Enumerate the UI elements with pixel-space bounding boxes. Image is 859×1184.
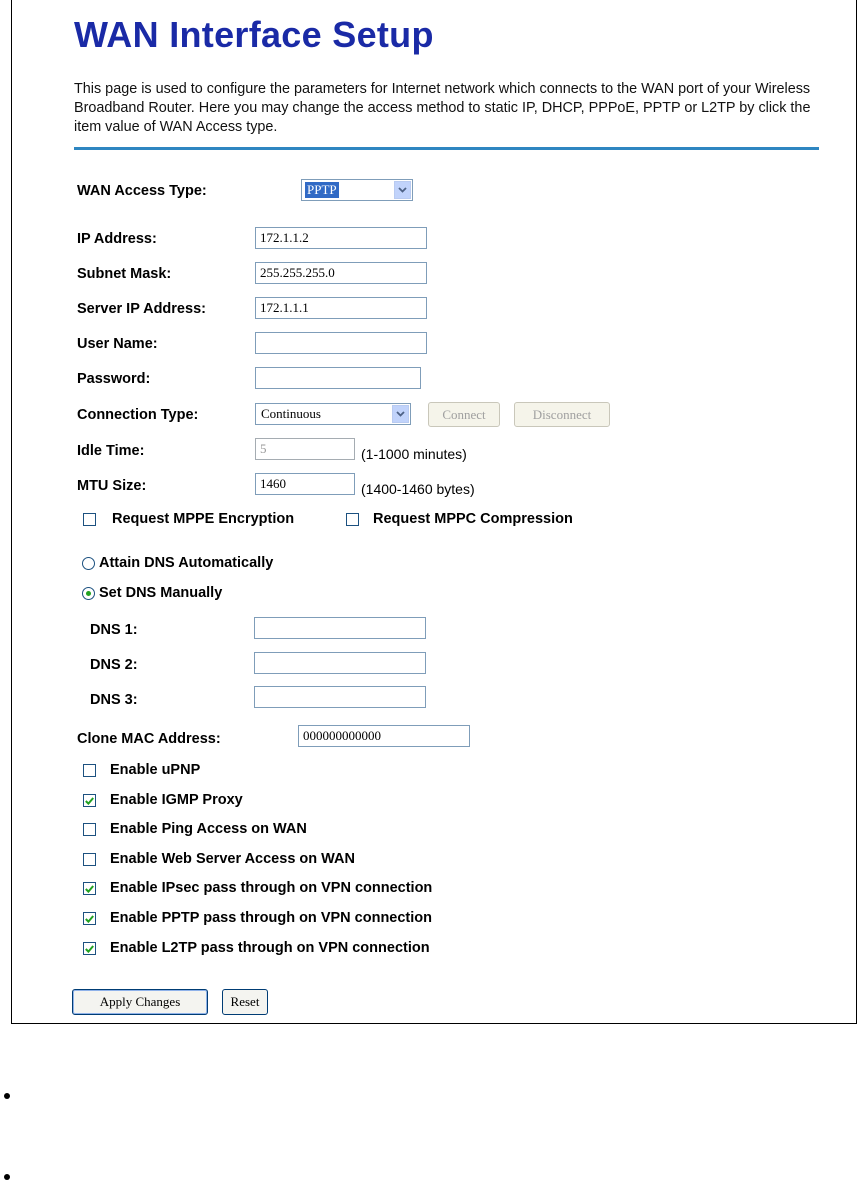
mppe-encryption-label: Request MPPE Encryption	[112, 511, 295, 527]
chevron-down-icon	[392, 405, 409, 423]
idle-time-label: Idle Time:	[77, 443, 145, 459]
disconnect-button[interactable]: Disconnect	[514, 402, 610, 427]
apply-changes-button[interactable]: Apply Changes	[72, 989, 208, 1015]
checkmark-icon	[85, 945, 94, 953]
wan-access-type-select[interactable]	[301, 179, 413, 201]
enable-l2tp-pass-through-checkbox[interactable]	[83, 942, 96, 955]
dns3-input[interactable]	[254, 686, 426, 708]
password-label: Password:	[77, 371, 151, 387]
dns1-input[interactable]	[254, 617, 426, 639]
mtu-size-hint: (1400-1460 bytes)	[361, 481, 475, 497]
radio-selected-dot	[86, 591, 91, 596]
mppc-compression-label: Request MPPC Compression	[373, 511, 573, 527]
page-title: WAN Interface Setup	[74, 14, 434, 55]
checkmark-icon	[85, 915, 94, 923]
connection-type-value: Continuous	[261, 406, 321, 421]
mtu-size-label: MTU Size:	[77, 478, 147, 494]
idle-time-input[interactable]: 5	[255, 438, 355, 460]
dns3-label: DNS 3:	[90, 692, 138, 708]
server-ip-address-input[interactable]: 172.1.1.1	[255, 297, 427, 319]
enable-upnp-label: Enable uPNP	[110, 762, 201, 778]
set-dns-manually-label: Set DNS Manually	[99, 585, 223, 601]
page-description: This page is used to configure the parameters for Internet network which connects to the WAN port of your Wireless Broadband Router. Here you may change the access method to static IP, DHCP, PPPoE, PPTP or L2TP by click the item value of WAN Access type.	[74, 81, 811, 135]
connection-type-label: Connection Type:	[77, 407, 199, 423]
attain-dns-automatically-label: Attain DNS Automatically	[99, 555, 274, 571]
subnet-mask-input[interactable]: 255.255.255.0	[255, 262, 427, 284]
subnet-mask-label: Subnet Mask:	[77, 266, 172, 282]
set-dns-manually-radio[interactable]	[82, 587, 95, 600]
bullet-point	[4, 1093, 10, 1099]
wan-access-type-label: WAN Access Type:	[77, 183, 207, 199]
enable-upnp-checkbox[interactable]	[83, 764, 96, 777]
enable-pptp-pass-through-label: Enable PPTP pass through on VPN connection	[110, 910, 432, 926]
enable-pptp-pass-through-checkbox[interactable]	[83, 912, 96, 925]
ip-address-input[interactable]: 172.1.1.2	[255, 227, 427, 249]
enable-igmp-proxy-checkbox[interactable]	[83, 794, 96, 807]
server-ip-address-label: Server IP Address:	[77, 301, 206, 317]
reset-button[interactable]: Reset	[222, 989, 268, 1015]
ip-address-label: IP Address:	[77, 231, 157, 247]
enable-web-server-access-checkbox[interactable]	[83, 853, 96, 866]
chevron-down-icon	[394, 181, 411, 199]
wan-access-type-value: PPTP	[307, 182, 337, 197]
idle-time-hint: (1-1000 minutes)	[361, 446, 467, 462]
mppc-compression-checkbox[interactable]	[346, 513, 359, 526]
title-divider	[74, 147, 819, 150]
dns1-label: DNS 1:	[90, 622, 138, 638]
checkmark-icon	[85, 885, 94, 893]
mppe-encryption-checkbox[interactable]	[83, 513, 96, 526]
enable-ipsec-pass-through-checkbox[interactable]	[83, 882, 96, 895]
dns2-label: DNS 2:	[90, 657, 138, 673]
clone-mac-address-input[interactable]: 000000000000	[298, 725, 470, 747]
enable-igmp-proxy-label: Enable IGMP Proxy	[110, 792, 243, 808]
enable-ipsec-pass-through-label: Enable IPsec pass through on VPN connection	[110, 880, 433, 896]
enable-ping-access-label: Enable Ping Access on WAN	[110, 821, 307, 837]
user-name-input[interactable]	[255, 332, 427, 354]
checkmark-icon	[85, 797, 94, 805]
user-name-label: User Name:	[77, 336, 158, 352]
dns2-input[interactable]	[254, 652, 426, 674]
bullet-point	[4, 1174, 10, 1180]
connect-button[interactable]: Connect	[428, 402, 500, 427]
password-input[interactable]	[255, 367, 421, 389]
enable-web-server-access-label: Enable Web Server Access on WAN	[110, 851, 355, 867]
mtu-size-input[interactable]: 1460	[255, 473, 355, 495]
clone-mac-address-label: Clone MAC Address:	[77, 731, 221, 747]
attain-dns-automatically-radio[interactable]	[82, 557, 95, 570]
connection-type-select[interactable]	[255, 403, 411, 425]
enable-l2tp-pass-through-label: Enable L2TP pass through on VPN connection	[110, 940, 430, 956]
enable-ping-access-checkbox[interactable]	[83, 823, 96, 836]
